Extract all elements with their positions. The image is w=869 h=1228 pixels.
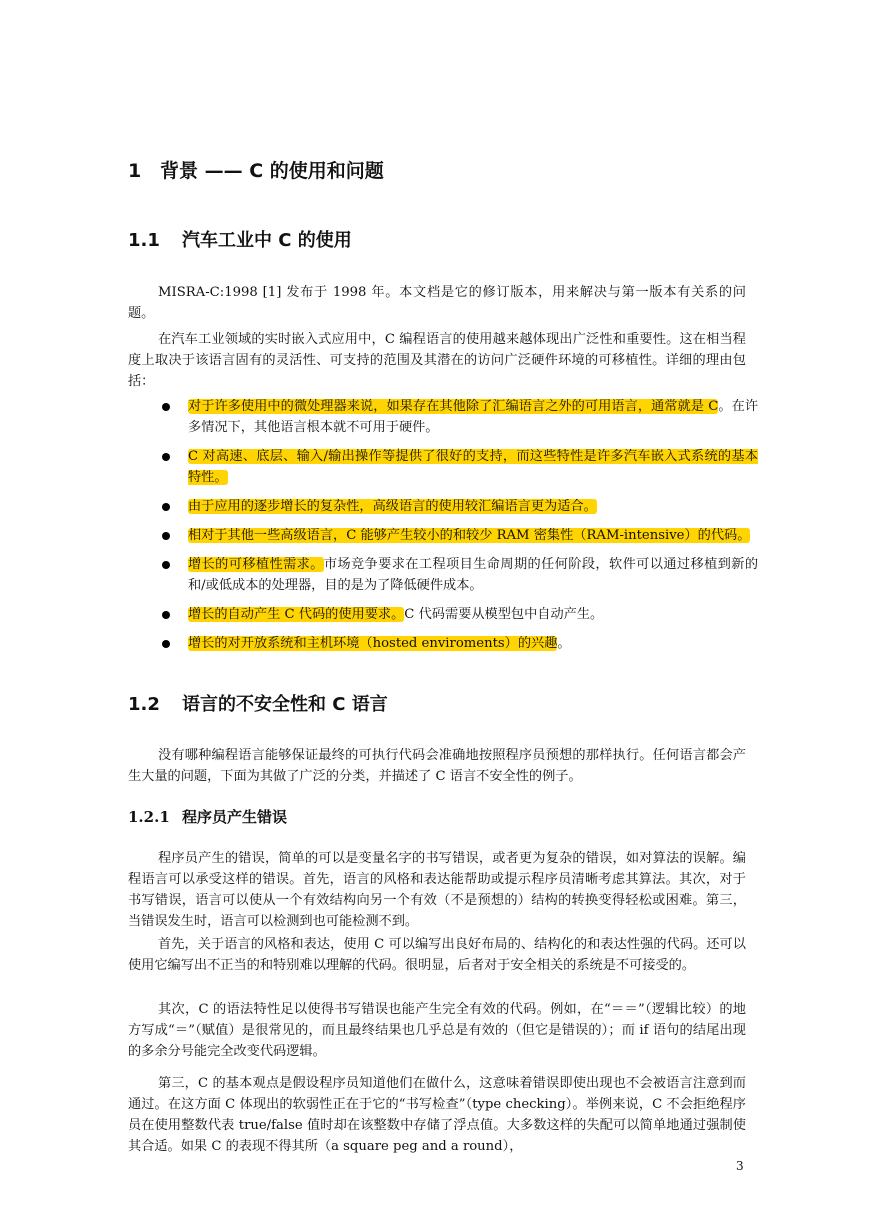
- chapter-heading: [128, 156, 384, 183]
- chapter-title: 背景 —— C 的使用和问题: [160, 160, 384, 182]
- chapter-number: 1: [128, 160, 142, 182]
- list-item: [128, 525, 758, 546]
- paragraph: 程序员产生的错误，简单的可以是变量名字的书写错误，或者更为复杂的错误，如对算法的误解。编程语言可以承受这样的错误。首先，语言的风格和表达能帮助或提示程序员清晰考虑其算法。其次，对于书写错误，语言可以使从一个有效结构向另一个有效（不是预想的）结构的转换变得轻松或困难。第三，当错误发生时，语言可以检测到也可能检测不到。: [128, 851, 746, 929]
- highlighted-text: 由于应用的逐步增长的复杂性，高级语言的使用较汇编语言更为适合。: [188, 499, 597, 514]
- bullet-icon: [162, 503, 170, 511]
- bullet-icon: [162, 453, 170, 461]
- subsection-title: 程序员产生错误: [182, 808, 288, 826]
- reasons-list: [128, 396, 758, 654]
- highlighted-text: 相对于其他一些高级语言，C 能够产生较小的和较少 RAM 密集性（RAM-intensive）的代码。: [188, 528, 751, 543]
- list-item: [128, 604, 758, 625]
- bullet-icon: [162, 532, 170, 540]
- section-title: 汽车工业中 C 的使用: [182, 230, 352, 251]
- paragraph: 第三，C 的基本观点是假设程序员知道他们在做什么，这意味着错误即使出现也不会被语言注意到而通过。在这方面 C 体现出的软弱性正在于它的“书写检查”（type checking）。举例来说，C 不会拒绝程序员在使用整数代表 true/false 值时却在该整数中存储了浮点值。大多数这样的失配可以简单地通过强制使其合适。如果 C 的表现不得其所（a square peg and a round），: [128, 1076, 746, 1154]
- section-number: 1.2: [128, 694, 160, 715]
- list-item: [128, 496, 758, 517]
- section-heading-1-2: [128, 690, 388, 716]
- paragraph: 首先，关于语言的风格和表达，使用 C 可以编写出良好布局的、结构化的和表达性强的代码。还可以使用它编写出不正当的和特别难以理解的代码。很明显，后者对于安全相关的系统是不可接受的。: [128, 937, 746, 973]
- list-item-text: 。在许多情况下，其他语言根本就不可用于硬件。: [188, 399, 759, 435]
- highlighted-text: 增长的自动产生 C 代码的使用要求。: [188, 607, 405, 622]
- list-item-text: C 代码需要从模型包中自动产生。: [404, 607, 604, 622]
- list-item-text: 。: [557, 636, 571, 651]
- section-heading-1-1: [128, 226, 352, 252]
- highlighted-text: 增长的可移植性需求。: [188, 557, 324, 572]
- section-number: 1.1: [128, 230, 160, 251]
- list-item-text: 市场竞争要求在工程项目生命周期的任何阶段，软件可以通过移植到新的和/或低成本的处理器，目的是为了降低硬件成本。: [188, 557, 759, 593]
- paragraph: 没有哪种编程语言能够保证最终的可执行代码会准确地按照程序员预想的那样执行。任何语言都会产生大量的问题，下面为其做了广泛的分类，并描述了 C 语言不安全性的例子。: [128, 748, 746, 784]
- bullet-icon: [162, 640, 170, 648]
- list-item: [128, 633, 758, 654]
- highlighted-text: C 对高速、底层、输入/输出操作等提供了很好的支持，而这些特性是许多汽车嵌入式系统的基本特性。: [188, 449, 758, 485]
- section-title: 语言的不安全性和 C 语言: [182, 694, 388, 715]
- paragraph: MISRA-C:1998 [1] 发布于 1998 年。本文档是它的修订版本，用来解决与第一版本有关系的问题。: [128, 285, 746, 321]
- highlighted-text: 增长的对开放系统和主机环境（hosted enviroments）的兴趣: [188, 636, 558, 651]
- bullet-icon: [162, 561, 170, 569]
- bullet-icon: [162, 403, 170, 411]
- list-item: [128, 396, 758, 438]
- subsection-heading-1-2-1: [128, 806, 287, 827]
- paragraph: 其次，C 的语法特性足以使得书写错误也能产生完全有效的代码。例如，在“＝＝”（逻辑比较）的地方写成“＝”（赋值）是很常见的，而且最终结果也几乎总是有效的（但它是错误的）；而 if 语句的结尾出现的多余分号能完全改变代码逻辑。: [128, 1002, 746, 1059]
- paragraph: 在汽车工业领域的实时嵌入式应用中，C 编程语言的使用越来越体现出广泛性和重要性。这在相当程度上取决于该语言固有的灵活性、可支持的范围及其潜在的访问广泛硬件环境的可移植性。详细的理由包括：: [128, 332, 746, 389]
- subsection-number: 1.2.1: [128, 808, 170, 826]
- page-number: 3: [736, 1159, 744, 1173]
- bullet-icon: [162, 611, 170, 619]
- highlighted-text: 对于许多使用中的微处理器来说，如果存在其他除了汇编语言之外的可用语言，通常就是 C: [188, 399, 719, 414]
- list-item: [128, 446, 758, 488]
- list-item: [128, 554, 758, 596]
